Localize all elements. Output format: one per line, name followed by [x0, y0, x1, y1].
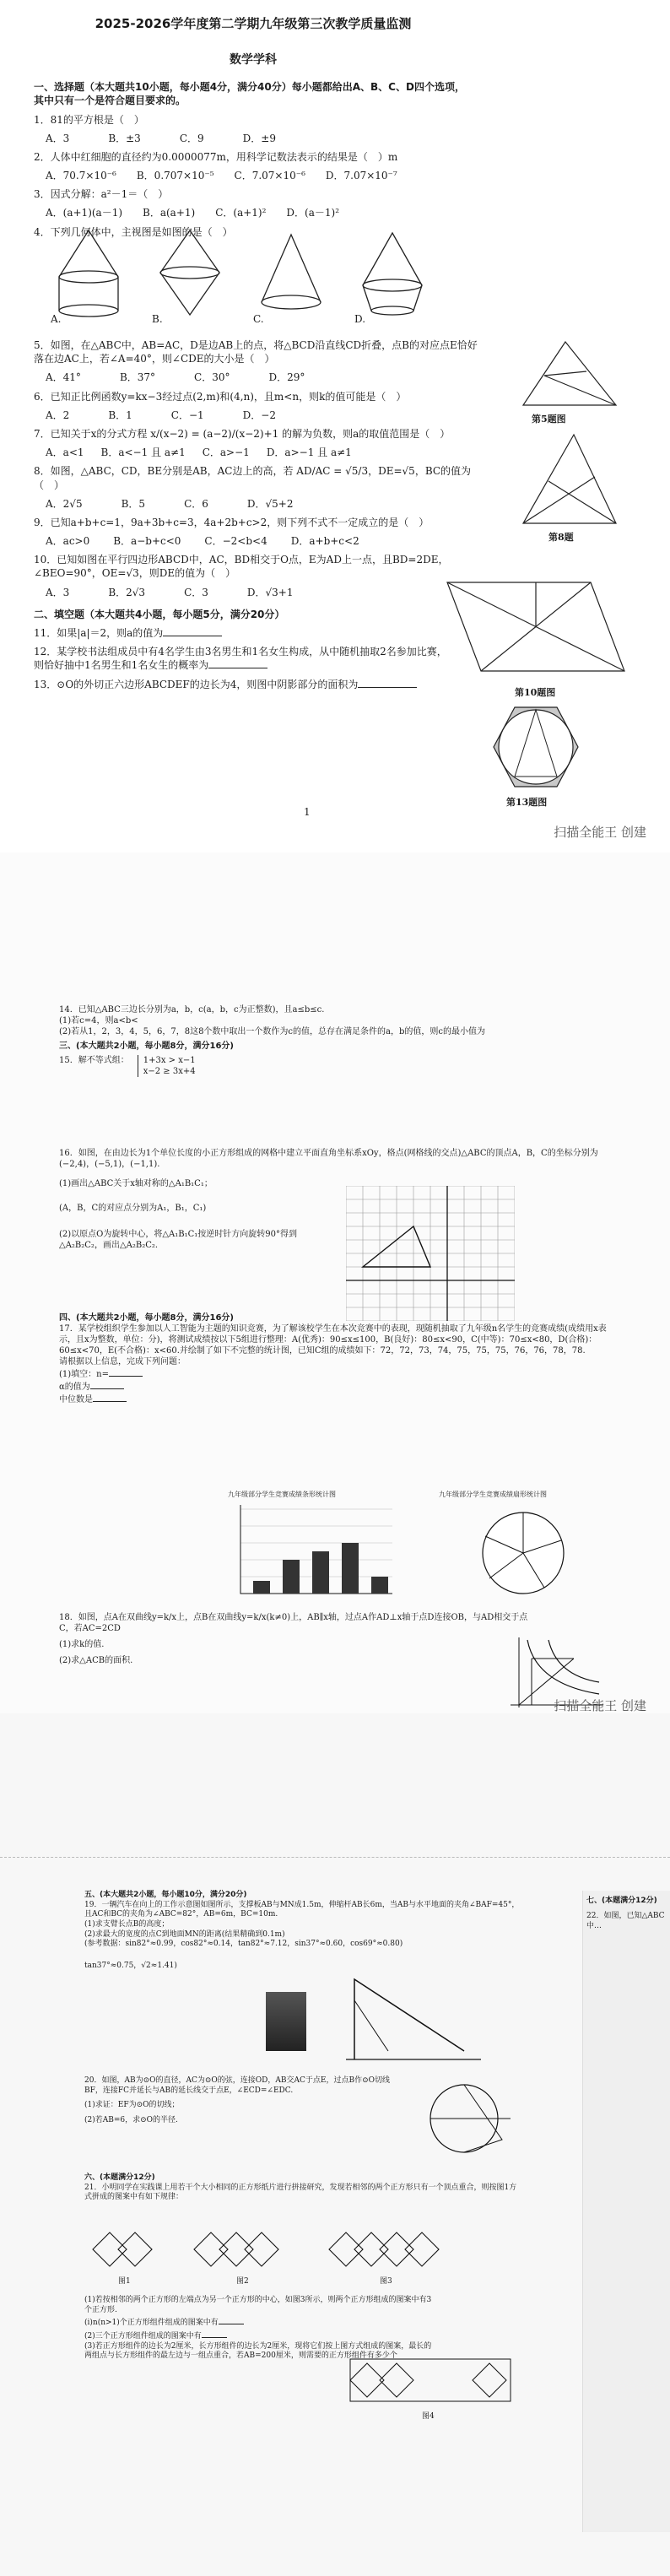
scanner-watermark-1: 扫描全能王 创建 — [554, 825, 646, 840]
question-16-part-2: (2)以原点O为旋转中心，将△A₁B₁C₁按逆时针方向旋转90°得到△A₂B₂C₂，画出△A₂B₂C₂. — [59, 1230, 298, 1250]
question-21-part-3: (3)若正方形组件的边长为2厘米，长方形组件的边长为2厘米，现将它们按上图方式组成的图案，最长的两组点与长方形组件的最左边与一组点重合，若AB=200厘米，则需要的正方形组件有多少个 — [84, 2341, 432, 2361]
question-21: 21．小明同学在实践课上用若干个大小相同的正方形纸片进行拼接研究，发现若相邻的两个正方形只有一个顶点重合，则按图1方式拼成的图案中有如下规律： — [84, 2183, 517, 2202]
question-14: 14．已知△ABC三边长分别为a，b，c(a，b，c为正整数)，且a≤b≤c. — [59, 1005, 325, 1015]
section-3-heading: 三、(本大题共2小题，每小题8分，满分16分) — [59, 1042, 234, 1051]
scanner-watermark-2: 扫描全能王 创建 — [554, 1698, 646, 1713]
question-19-part-1: (1)求支臂长点B的高度； — [84, 1920, 170, 1929]
question-17-ask: 请根据以上信息，完成下列问题： — [59, 1357, 186, 1366]
pie-chart-title: 九年级部分学生竞赛成绩扇形统计图 — [439, 1491, 547, 1498]
subject-title: 数学学科 — [230, 53, 277, 68]
question-14-part-1: (1)若c=4，则a<b< — [59, 1016, 138, 1026]
question-8-options: A．2√5 B．5 C．6 D．√5+2 — [46, 497, 294, 510]
question-19-crane-figure — [338, 1967, 489, 2068]
adjacent-page-strip — [582, 1891, 670, 2532]
question-3-options: A．(a+1)(a－1) B．a(a+1) C．(a+1)² D．(a－1)² — [46, 207, 340, 219]
question-6-options: A．2 B．1 C．−1 D．−2 — [46, 409, 276, 421]
question-20-circle-figure — [422, 2076, 515, 2161]
figure-8-caption: 第8题 — [548, 532, 574, 543]
question-5-options: A．41° B．37° C．30° D．29° — [46, 371, 305, 384]
question-10: 10．已知如图在平行四边形ABCD中，AC，BD相交于O点，E为AD上一点，且BD=2DE，∠BEO=90°，OE=√3，则DE的值为（ ） — [34, 554, 449, 580]
question-18-part-1: (1)求k的值. — [59, 1640, 105, 1649]
question-17-part-3: 中位数是 — [59, 1393, 608, 1405]
bar-chart-title: 九年级部分学生竞赛成绩条形统计图 — [228, 1491, 336, 1498]
figure-4-caption: 图4 — [422, 2412, 435, 2421]
section-4-heading: 四、(本大题共2小题，每小题8分，满分16分) — [59, 1313, 234, 1323]
section-7-heading: 七、(本题满分12分) — [586, 1897, 657, 1905]
question-8: 8．如图，△ABC，CD，BE分别是AB，AC边上的高，若 AD/AC = √5/3，DE=√5，BC的值为（ ） — [34, 465, 472, 491]
figure-5-caption: 第5题图 — [532, 414, 566, 425]
question-17-part-1: (1)填空：n= — [59, 1367, 608, 1380]
question-18: 18．如图，点A在双曲线y=k/x上，点B在双曲线y=k/x(k≠0)上，AB∥x轴，过点A作AD⊥x轴于点D连接OB，与AD相交于点C，若AC=2CD — [59, 1613, 528, 1633]
question-16: 16．如图，在由边长为1个单位长度的小正方形组成的网格中建立平面直角坐标系xOy，格点(网格线的交点)△ABC的顶点A，B，C的坐标分别为(−2,4)，(−5,1)，(−1,1). — [59, 1149, 598, 1169]
page-number: 1 — [304, 806, 311, 818]
pie-chart — [473, 1507, 574, 1599]
question-19: 19．一辆汽车在向上的工作示意图如图所示，支撑板AB与MN成1.5m，伸缩杆AB长6m，当AB与水平地面的夹角∠BAF=45°，且AC和BC的夹角为∠ABC=82°，AB=6m，BC=10m. — [84, 1900, 520, 1919]
exam-title: 2025-2026学年度第二学期九年级第三次教学质量监测 — [95, 16, 412, 31]
question-7-options: A．a<1 B．a<−1 且 a≠1 C．a>−1 D．a>−1 且 a≠1 — [46, 446, 352, 459]
question-13: 13．⊙O的外切正六边形ABCDEF的边长为4，则图中阴影部分的面积为 — [34, 678, 422, 691]
figure-label-1: 图1 — [118, 2277, 131, 2286]
question-4: 4．下列几何体中，主视图是如图的是（ ） — [34, 225, 233, 238]
question-17-part-2: α的值为 — [59, 1380, 608, 1393]
question-6: 6．已知正比例函数y=kx−3经过点(2,m)和(4,n)，且m<n，则k的值可能是（ ） — [34, 390, 407, 403]
question-2-options: A．70.7×10⁻⁶ B．0.707×10⁻⁵ C．7.07×10⁻⁶ D．7.07×10⁻⁷ — [46, 170, 397, 182]
question-16-part-1: (1)画出△ABC关于x轴对称的△A₁B₁C₁； — [59, 1179, 213, 1188]
question-3: 3．因式分解：a²－1＝（ ） — [34, 188, 169, 201]
question-21-part-1: (1)若按相邻的两个正方形的左端点为另一个正方形的中心，如图3所示，则两个正方形组成的图案中有3个正方形. — [84, 2296, 432, 2314]
question-9-options: A．ac>0 B．a−b+c<0 C．−2<b<4 D．a+b+c<2 — [46, 535, 359, 548]
section-2-heading: 二、填空题（本大题共4小题，每小题5分，满分20分） — [34, 608, 285, 620]
question-16-grid — [346, 1186, 515, 1321]
question-15: 15．解不等式组： 1+3x > x−1 x−2 ≥ 3x+4 — [59, 1056, 196, 1076]
question-18-part-2: (2)求△ACB的面积. — [59, 1656, 133, 1665]
question-11: 11．如果|a|＝2，则a的值为 — [34, 626, 481, 640]
figure-label-3: 图3 — [380, 2277, 392, 2286]
section-1-heading: 一、选择题（本大题共10小题，每小题4分，满分40分）每小题都给出A、B、C、D四个选项，其中只有一个是符合题目要求的。 — [34, 81, 465, 107]
figure-q8-triangle — [515, 430, 624, 532]
figure-10-caption: 第10题图 — [515, 687, 556, 698]
section-5-heading: 五、(本大题共2小题，每小题10分，满分20分) — [84, 1891, 247, 1899]
question-19-part-2: (2)求最大的宽度的点C到地面MN的距离(结果精确到0.1m) — [84, 1929, 285, 1939]
question-14-part-2: (2)若从1，2，3，4，5，6，7，8这8个数中取出一个数作为c的值，总存在满足条件的a，b的值，则c的最小值为 — [59, 1027, 485, 1036]
question-21-figure-4 — [346, 2355, 515, 2406]
question-9: 9．已知a+b+c=1，9a+3b+c=3，4a+2b+c>2，则下列不式不一定成立的是（ ） — [34, 516, 430, 528]
section-6-heading: 六、(本题满分12分) — [84, 2173, 155, 2182]
question-21-pattern-figures — [84, 2220, 506, 2279]
figure-q10-parallelogram — [439, 574, 633, 684]
question-10-options: A．3 B．2√3 C．3 D．√3+1 — [46, 586, 294, 598]
divider-line — [0, 1857, 670, 1858]
figure-13-caption: 第13题图 — [506, 797, 548, 808]
figure-q5-triangle — [515, 338, 624, 414]
question-20-part-2: (2)若AB=6，求⊙O的半径. — [84, 2116, 178, 2125]
question-17: 17．某学校组织学生参加以人工智能为主题的知识竞赛，为了解该校学生在本次竞赛中的表现，现随机抽取了九年级n名学生的竞赛成绩(成绩用x表示，且x为整数，单位：分)，将测试成绩按以下5组进行整理：A(优秀)：90≤x≤100，B(良好)：80≤x<90，C(中等)：70≤x<80，D(合格)：60≤x<70，E(不合格)：x<60.并绘制了如下不完整的统计图，已知C组的成绩如下：72，72，73，74，75，75，75，76，76，78，78. — [59, 1324, 607, 1356]
question-19-reference-2: tan37°≈0.75，√2≈1.41) — [84, 1962, 177, 1971]
question-21-part-i: (i)n(n>1)个正方形组件组成的图案中有 — [84, 2315, 439, 2329]
figure-q13-hexagon — [489, 701, 582, 793]
question-1-options: A．3 B．±3 C．9 D．±9 — [46, 132, 276, 144]
question-4-options: A. B. C. D. — [51, 313, 366, 325]
bar-chart — [228, 1501, 397, 1602]
question-7: 7．已知关于x的分式方程 x/(x−2) = (a−2)/(x−2)+1 的解为负数，则a的取值范围是（ ） — [34, 427, 451, 440]
question-19-reference: (参考数据：sin82°≈0.99，cos82°≈0.14，tan82°≈7.12，sin37°≈0.60，cos69°≈0.80) — [84, 1940, 403, 1949]
question-16-part-1-note: (A，B，C的对应点分别为A₁，B₁，C₁) — [59, 1204, 207, 1213]
question-20-part-1: (1)求证：EF为⊙O的切线； — [84, 2101, 180, 2110]
section-7-text: 22．如图，已知△ABC中… — [586, 1912, 665, 1930]
question-21-part-2: (2)三个正方形组件组成的图案中有 — [84, 2329, 439, 2342]
figure-label-2: 图2 — [236, 2277, 249, 2286]
truck-photo — [266, 1992, 306, 2051]
question-1: 1．81的平方根是（ ） — [34, 113, 144, 126]
exam-page-1 — [0, 0, 670, 852]
question-5: 5．如图，在△ABC中，AB=AC，D是边AB上的点，将△BCD沿直线CD折叠，点B的对应点E恰好落在边AC上，若∠A=40°，则∠CDE的大小是（ ） — [34, 339, 478, 365]
exam-page-2 — [0, 852, 670, 1713]
question-2: 2．人体中红细胞的直径约为0.0000077m，用科学记数法表示的结果是（ ）m — [34, 150, 398, 163]
question-12: 12．某学校书法组成员中有4名学生由3名男生和1名女生构成，从中随机抽取2名参加比赛，则恰好抽中1名男生和1名女生的概率为 — [34, 646, 447, 672]
exam-page-3 — [0, 1713, 670, 2576]
question-20: 20．如图，AB为⊙O的直径，AC为⊙O的弦，连接OD，AB交AC于点E，过点B作⊙O切线BF，连接FC并延长与AB的延长线交于点E，∠ECD=∠EDC. — [84, 2076, 390, 2095]
